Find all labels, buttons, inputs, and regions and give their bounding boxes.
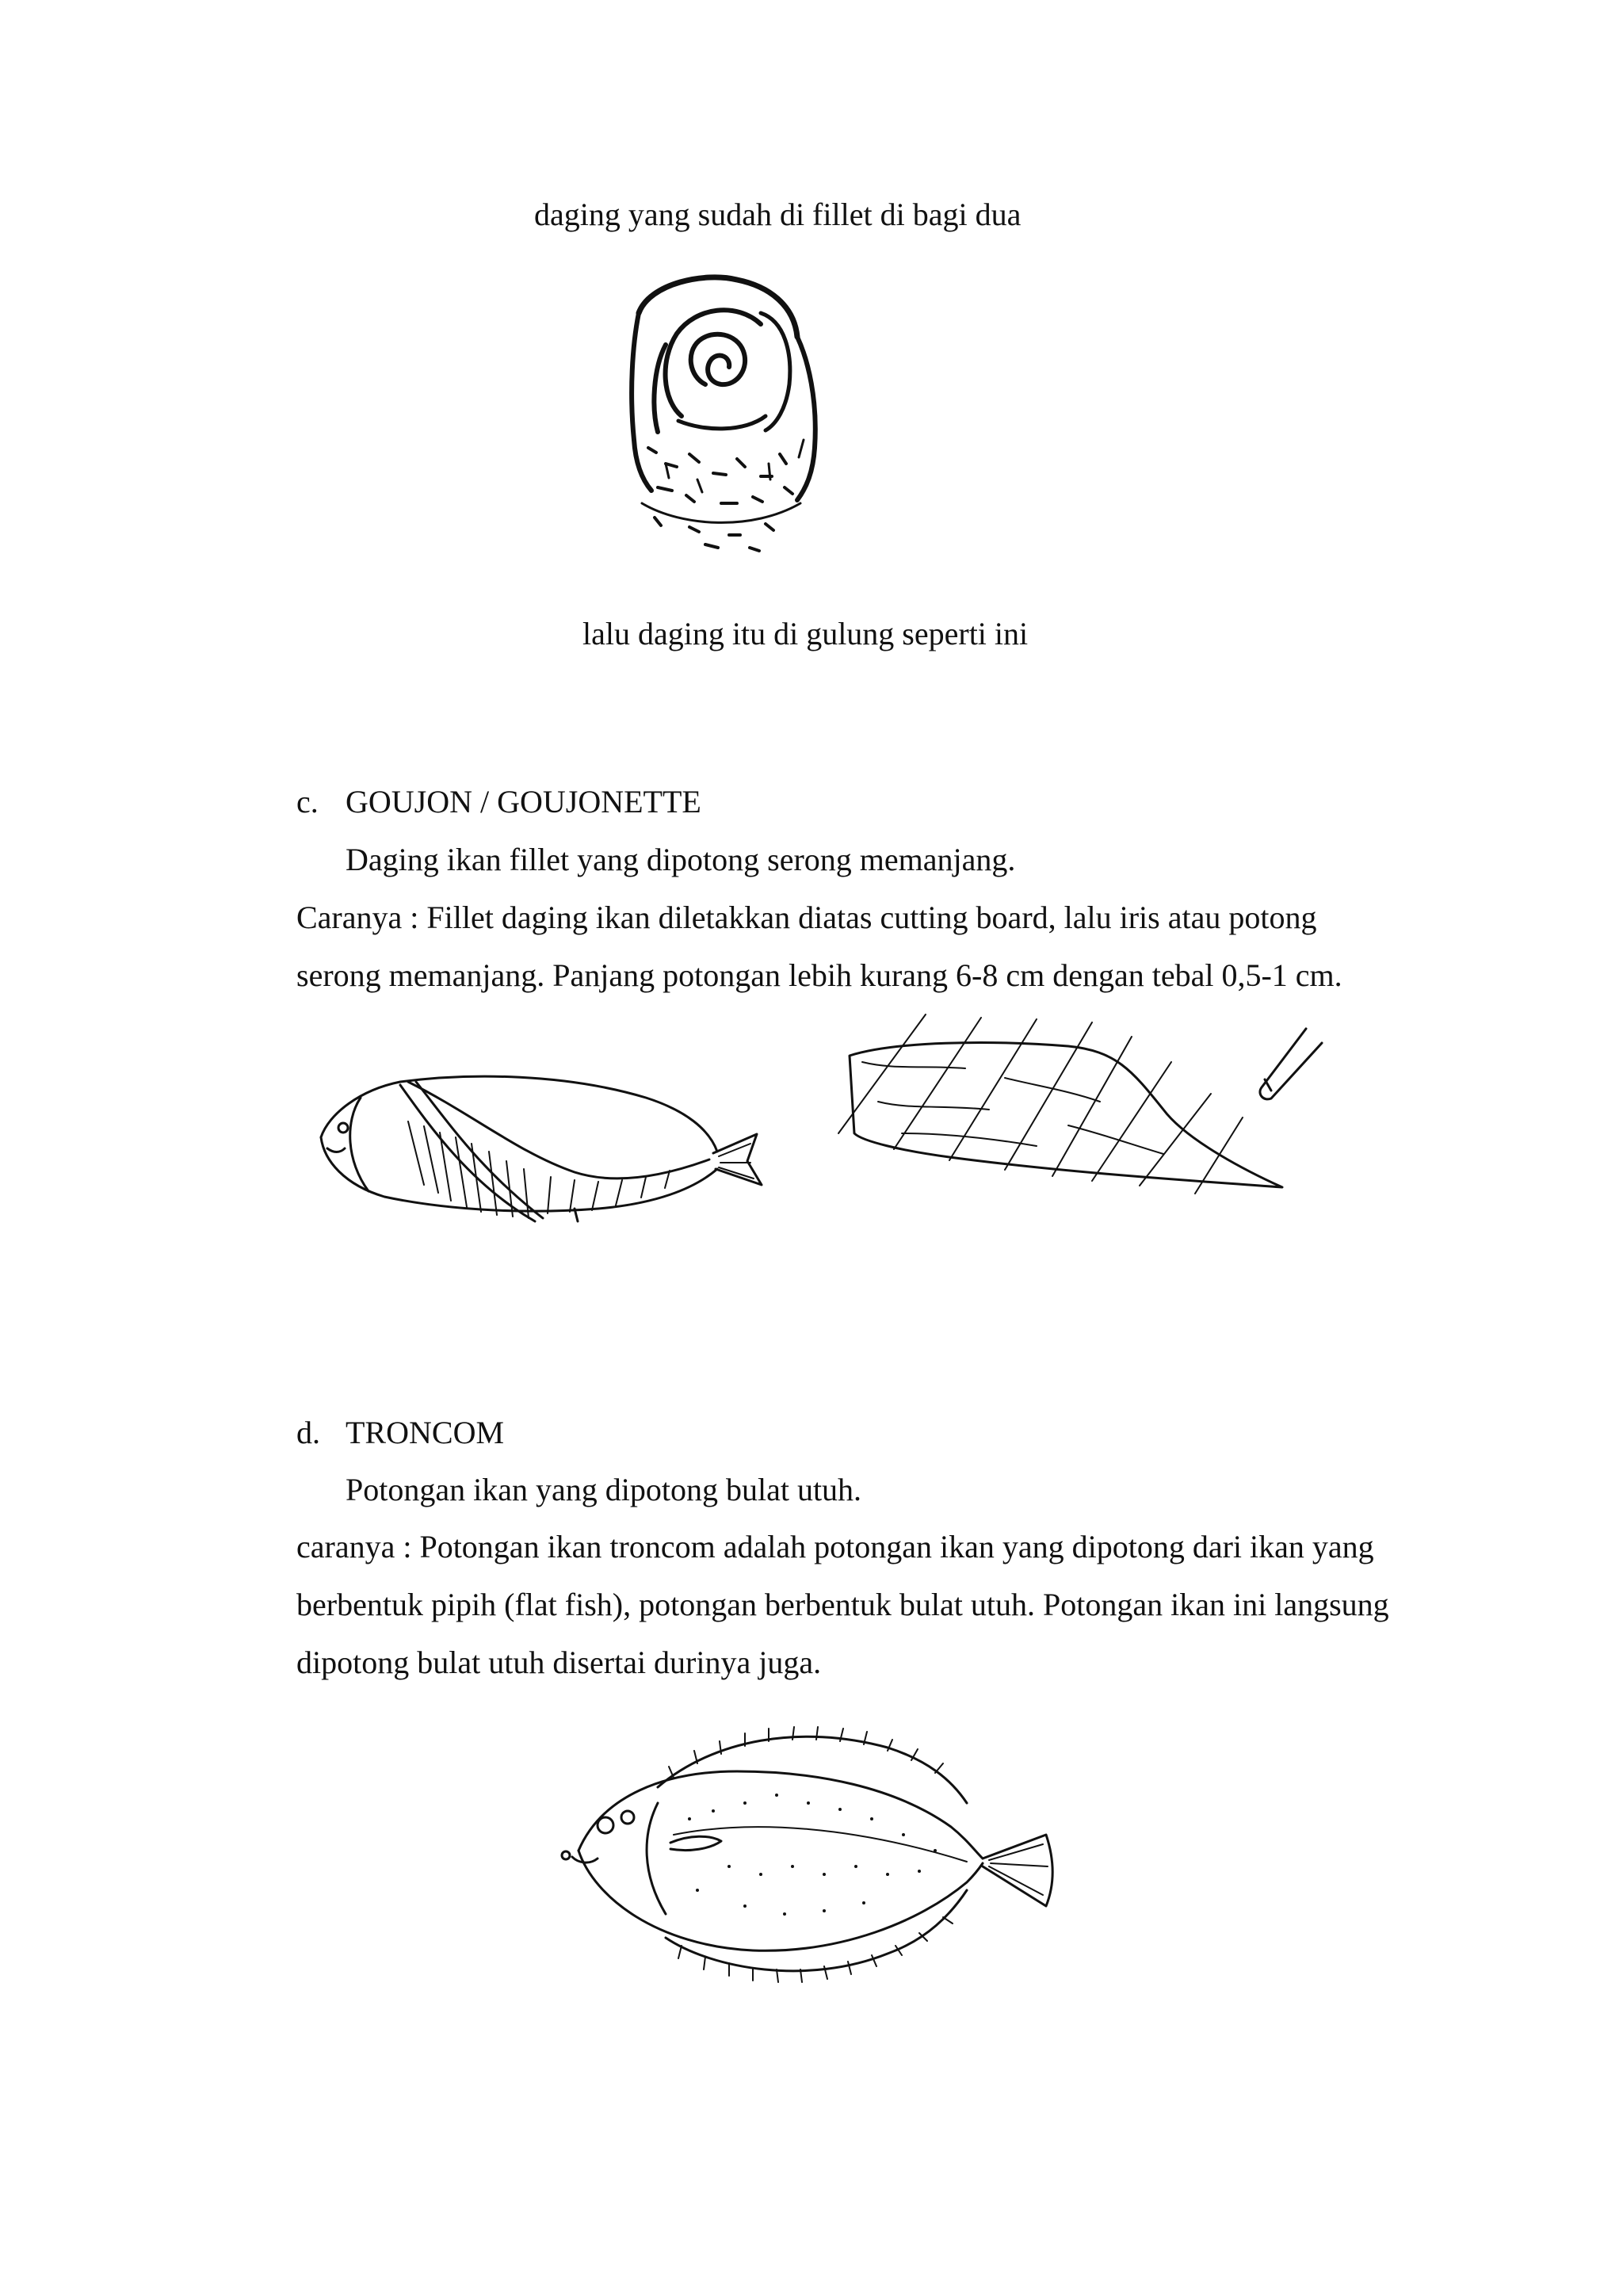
section-d-method-line1: caranya : Potongan ikan troncom adalah potongan ikan yang dipotong dari ikan yang <box>296 1529 1374 1564</box>
section-c-marker: c. <box>296 784 319 819</box>
sliced-fillet-illustration <box>831 1014 1322 1205</box>
section-d-method-line3: dipotong bulat utuh disertai durinya juga. <box>296 1645 822 1680</box>
section-d-definition: Potongan ikan yang dipotong bulat utuh. <box>346 1472 862 1507</box>
section-d-method-line2: berbentuk pipih (flat fish), potongan berbentuk bulat utuh. Potongan ikan ini langsung <box>296 1587 1389 1622</box>
caption-roll: lalu daging itu di gulung seperti ini <box>582 616 1029 651</box>
section-c-definition: Daging ikan fillet yang dipotong serong memanjang. <box>346 842 1016 877</box>
section-d-heading: TRONCOM <box>346 1415 505 1450</box>
filleted-fish-illustration <box>313 1050 820 1232</box>
section-c-method-line2: serong memanjang. Panjang potongan lebih kurang 6-8 cm dengan tebal 0,5-1 cm. <box>296 957 1342 993</box>
flatfish-illustration <box>555 1716 1078 2001</box>
section-d-marker: d. <box>296 1415 320 1450</box>
section-c-heading: GOUJON / GOUJONETTE <box>346 784 701 819</box>
caption-fillet-split: daging yang sudah di fillet di bagi dua <box>534 197 1022 232</box>
rolled-fillet-illustration <box>610 266 848 590</box>
section-c-method-line1: Caranya : Fillet daging ikan diletakkan diatas cutting board, lalu iris atau potong <box>296 900 1317 935</box>
